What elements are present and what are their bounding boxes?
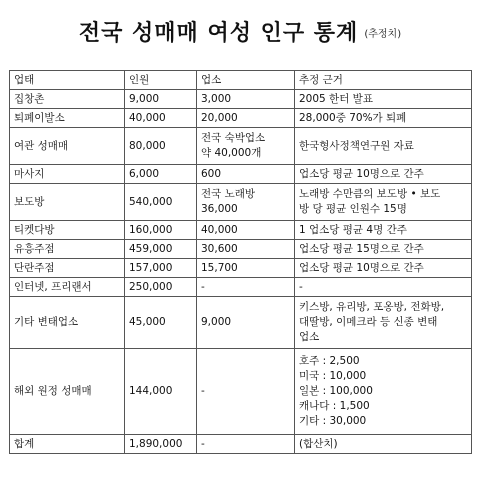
cell-basis-line: (합산치) [299, 437, 338, 450]
cell-type: 집창촌 [10, 90, 125, 109]
cell-basis-line: 2005 한터 발표 [299, 92, 373, 105]
cell-basis-line: 대딸방, 이메크라 등 신종 변태 [299, 316, 438, 328]
cell-basis-line: 업소 [299, 331, 320, 343]
header-cell-venues: 업소 [197, 71, 295, 90]
cell-people: 80,000 [125, 128, 197, 165]
table-row [10, 278, 472, 297]
table-row [10, 240, 472, 259]
cell-basis-line: 업소당 평균 10명으로 간주 [299, 261, 424, 274]
table-row [10, 259, 472, 278]
cell-type: 보도방 [10, 184, 125, 221]
cell-basis [295, 165, 472, 184]
cell-people: 9,000 [125, 90, 197, 109]
cell-venues-line: 36,000 [201, 203, 238, 215]
cell-type: 인터넷, 프리랜서 [10, 278, 125, 297]
cell-people: 144,000 [125, 349, 197, 435]
cell-basis [295, 90, 472, 109]
cell-basis [295, 184, 472, 221]
cell-venues: 20,000 [197, 109, 295, 128]
cell-basis [295, 240, 472, 259]
cell-basis [295, 435, 472, 454]
table-row [10, 221, 472, 240]
cell-basis [295, 221, 472, 240]
cell-venues: - [197, 278, 295, 297]
cell-people: 1,890,000 [125, 435, 197, 454]
cell-type: 해외 원정 성매매 [10, 349, 125, 435]
table-row [10, 128, 472, 165]
cell-venues: 9,000 [197, 297, 295, 349]
cell-basis-line: 업소당 평균 15명으로 간주 [299, 242, 424, 255]
cell-venues [197, 128, 295, 165]
table-body [10, 90, 472, 454]
cell-people: 250,000 [125, 278, 197, 297]
cell-basis-line: 노래방 수만큼의 보도방 • 보도 [299, 188, 441, 200]
cell-basis-line: 기타 : 30,000 [299, 415, 367, 427]
cell-basis-line: 미국 : 10,000 [299, 370, 367, 382]
cell-venues: 3,000 [197, 90, 295, 109]
cell-type: 퇴폐이발소 [10, 109, 125, 128]
cell-venues: 600 [197, 165, 295, 184]
cell-people: 459,000 [125, 240, 197, 259]
cell-people: 540,000 [125, 184, 197, 221]
table-header-row [10, 71, 472, 90]
cell-people: 40,000 [125, 109, 197, 128]
cell-type: 유흥주점 [10, 240, 125, 259]
cell-type: 기타 변태업소 [10, 297, 125, 349]
cell-venues: - [197, 349, 295, 435]
page-title [0, 16, 480, 50]
cell-basis [295, 278, 472, 297]
cell-people: 6,000 [125, 165, 197, 184]
table-row [10, 109, 472, 128]
cell-venues: - [197, 435, 295, 454]
cell-venues-line: 약 40,000개 [201, 147, 262, 159]
cell-basis-line: 방 당 평균 인원수 15명 [299, 203, 407, 215]
header-cell-type: 업태 [10, 71, 125, 90]
cell-type: 단란주점 [10, 259, 125, 278]
title-text: 전국 성매매 여성 인구 통계 [78, 20, 359, 46]
header-cell-people: 인원 [125, 71, 197, 90]
table-row [10, 435, 472, 454]
cell-basis [295, 259, 472, 278]
cell-type: 티켓다방 [10, 221, 125, 240]
cell-venues: 40,000 [197, 221, 295, 240]
statistics-table [9, 70, 472, 454]
cell-venues [197, 184, 295, 221]
cell-venues-line: 전국 숙박업소 [201, 132, 266, 144]
cell-type: 여관 성매매 [10, 128, 125, 165]
title-subtitle: (추정치) [364, 29, 402, 40]
cell-basis-line: 28,000중 70%가 퇴폐 [299, 111, 407, 124]
cell-basis-line: 한국형사정책연구원 자료 [299, 139, 414, 152]
table-row [10, 184, 472, 221]
cell-people: 45,000 [125, 297, 197, 349]
cell-basis [295, 128, 472, 165]
cell-people: 160,000 [125, 221, 197, 240]
table-row [10, 349, 472, 435]
cell-basis-line: 일본 : 100,000 [299, 385, 373, 397]
cell-type: 마사지 [10, 165, 125, 184]
cell-people: 157,000 [125, 259, 197, 278]
cell-type: 합계 [10, 435, 125, 454]
cell-basis-line: - [299, 280, 303, 293]
cell-basis-line: 키스방, 유리방, 포옹방, 전화방, [299, 301, 445, 313]
cell-basis-line: 호주 : 2,500 [299, 355, 360, 367]
cell-basis [295, 109, 472, 128]
table-row [10, 90, 472, 109]
cell-basis-line: 캐나다 : 1,500 [299, 400, 370, 412]
cell-basis [295, 297, 472, 349]
table-row [10, 297, 472, 349]
cell-venues: 30,600 [197, 240, 295, 259]
cell-basis-line: 업소당 평균 10명으로 간주 [299, 167, 424, 180]
header-cell-basis: 추정 근거 [295, 71, 472, 90]
cell-venues: 15,700 [197, 259, 295, 278]
cell-venues-line: 전국 노래방 [201, 188, 256, 200]
cell-basis [295, 349, 472, 435]
cell-basis-line: 1 업소당 평균 4명 간주 [299, 223, 407, 236]
table-row [10, 165, 472, 184]
